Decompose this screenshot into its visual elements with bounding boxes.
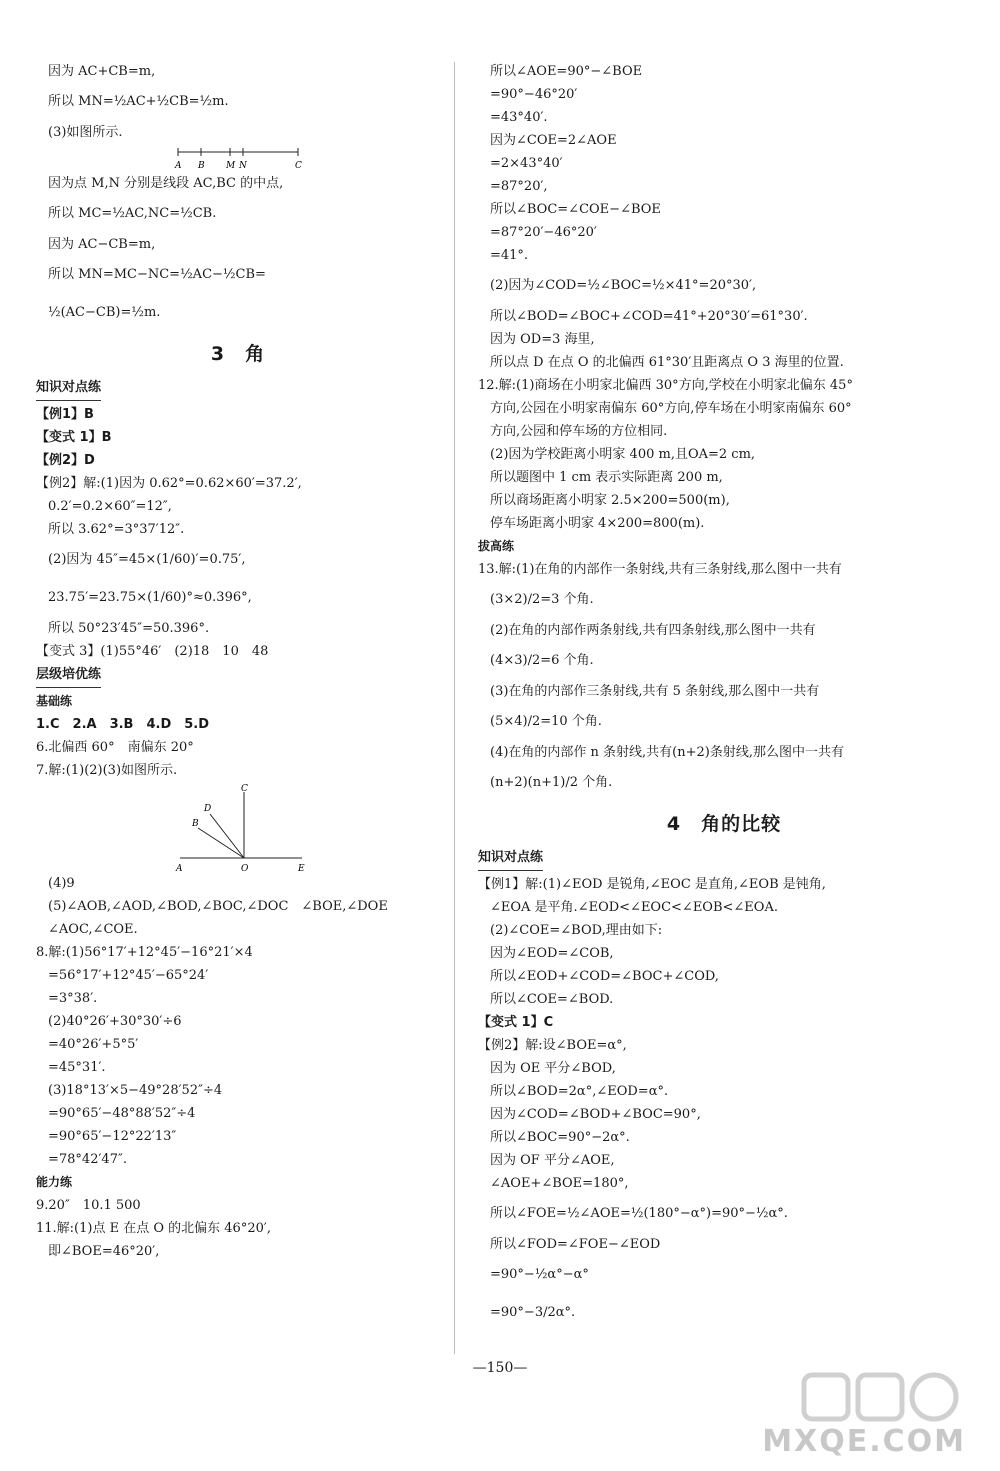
- text-line: ∠AOC,∠COE.: [48, 922, 138, 937]
- text-line: 方向,公园在小明家南偏东 60°方向,停车场在小明家南偏东 60°: [490, 401, 852, 416]
- text-line: (5)∠AOB,∠AOD,∠BOD,∠BOC,∠DOC ∠BOE,∠DOE: [48, 899, 388, 914]
- segment-label: M: [226, 161, 236, 171]
- angle-label: A: [176, 864, 183, 872]
- text-line: 【例2】D: [36, 453, 95, 468]
- text-line: 停车场距离小明家 4×200=800(m).: [490, 516, 705, 531]
- text-line: =90°−46°20′: [490, 87, 578, 102]
- segment-label: N: [239, 161, 247, 171]
- text-line: (3×2)/2=3 个角.: [490, 592, 594, 607]
- angle-label: E: [298, 864, 305, 872]
- text-line: 所以∠FOE=½∠AOE=½(180°−α°)=90°−½α°.: [490, 1206, 788, 1221]
- text-line: (2)在角的内部作两条射线,共有四条射线,那么图中一共有: [490, 623, 816, 638]
- text-line: 8.解:(1)56°17′+12°45′−16°21′×4: [36, 945, 253, 960]
- text-line: =2×43°40′: [490, 156, 563, 171]
- text-line: 因为 OF 平分∠AOE,: [490, 1153, 615, 1168]
- watermark-logo: [762, 1369, 974, 1459]
- text-line: 【例1】B: [36, 407, 94, 422]
- text-line: (n+2)(n+1)/2 个角.: [490, 775, 613, 790]
- text-line: 因为 OE 平分∠BOD,: [490, 1061, 616, 1076]
- text-line: 所以∠BOC=∠COE−∠BOE: [490, 202, 661, 217]
- subsection-heading: 知识对点练: [36, 376, 101, 401]
- text-line: 所以∠BOD=2α°,∠EOD=α°.: [490, 1084, 669, 1099]
- text-line: 因为 OD=3 海里,: [490, 332, 595, 347]
- text-line: (3)如图所示.: [48, 125, 123, 140]
- text-line: (4)在角的内部作 n 条射线,共有(n+2)条射线,那么图中一共有: [490, 745, 844, 760]
- angle-label: O: [241, 864, 249, 872]
- text-line: (5×4)/2=10 个角.: [490, 714, 602, 729]
- text-line: 所以点 D 在点 O 的北偏西 61°30′且距离点 O 3 海里的位置.: [490, 355, 844, 370]
- text-line: 23.75′=23.75×(1/60)°≈0.396°,: [48, 590, 252, 605]
- text-line: =87°20′−46°20′: [490, 225, 597, 240]
- text-line: 11.解:(1)点 E 在点 O 的北偏东 46°20′,: [36, 1221, 271, 1236]
- subsection-label: 能力练: [36, 1175, 73, 1189]
- text-line: (2)因为 45″=45×(1/60)′=0.75′,: [48, 552, 246, 567]
- text-line: 1.C 2.A 3.B 4.D 5.D: [36, 717, 210, 732]
- text-line: =3°38′.: [48, 991, 98, 1006]
- text-line: =56°17′+12°45′−65°24′: [48, 968, 209, 983]
- text-line: 12.解:(1)商场在小明家北偏西 30°方向,学校在小明家北偏东 45°: [478, 378, 853, 393]
- subsection-heading: 知识对点练: [478, 846, 543, 871]
- text-line: (2)因为学校距离小明家 400 m,且OA=2 cm,: [490, 447, 756, 462]
- watermark-icon: [784, 1369, 974, 1429]
- text-line: (2)40°26′+30°30′÷6: [48, 1014, 182, 1029]
- angle-diagram: [36, 782, 336, 872]
- text-line: ½(AC−CB)=½m.: [48, 305, 161, 320]
- watermark-text: MXQE.COM: [762, 1424, 966, 1459]
- text-line: =90°−½α°−α°: [490, 1267, 589, 1282]
- text-line: 所以∠FOD=∠FOE−∠EOD: [490, 1237, 661, 1252]
- text-line: 6.北偏西 60° 南偏东 20°: [36, 740, 194, 755]
- text-line: 【变式 1】C: [478, 1015, 554, 1030]
- section-title-angle-comparison: 4 角的比较: [666, 813, 782, 835]
- segment-label: C: [295, 161, 302, 171]
- text-line: 所以 50°23′45″=50.396°.: [48, 621, 210, 636]
- subsection-heading: 层级培优练: [36, 663, 101, 688]
- section-title-angle: 3 角: [210, 343, 266, 365]
- subsection-label: 拔高练: [478, 539, 515, 553]
- text-line: 所以 3.62°=3°37′12″.: [48, 522, 185, 537]
- text-line: 所以商场距离小明家 2.5×200=500(m),: [490, 493, 730, 508]
- text-line: =45°31′.: [48, 1060, 106, 1075]
- angle-label: B: [192, 819, 199, 829]
- text-line: 因为∠EOD=∠COB,: [490, 946, 614, 961]
- segment-label: A: [175, 161, 182, 171]
- page-number: —150—: [472, 1360, 528, 1376]
- text-line: 【变式 3】(1)55°46′ (2)18 10 48: [36, 644, 269, 659]
- right-column: [478, 60, 970, 1332]
- text-line: =90°65′−12°22′13″: [48, 1129, 177, 1144]
- text-line: 所以∠BOD=∠BOC+∠COD=41°+20°30′=61°30′.: [490, 309, 808, 324]
- text-line: (3)在角的内部作三条射线,共有 5 条射线,那么图中一共有: [490, 684, 820, 699]
- text-line: 所以题图中 1 cm 表示实际距离 200 m,: [490, 470, 723, 485]
- text-line: =43°40′.: [490, 110, 548, 125]
- text-line: 9.20″ 10.1 500: [36, 1198, 141, 1213]
- subsection-label: 基础练: [36, 694, 73, 708]
- text-line: =87°20′,: [490, 179, 548, 194]
- text-line: 【例2】解:设∠BOE=α°,: [478, 1038, 627, 1053]
- text-line: 13.解:(1)在角的内部作一条射线,共有三条射线,那么图中一共有: [478, 562, 842, 577]
- segment-figure: [36, 144, 440, 172]
- text-line: =40°26′+5°5′: [48, 1037, 139, 1052]
- text-line: 0.2′=0.2×60″=12″,: [48, 499, 172, 514]
- text-line: 所以 MN=MC−NC=½AC−½CB=: [48, 267, 266, 282]
- text-line: 所以∠COE=∠BOD.: [490, 992, 614, 1007]
- text-line: =90°65′−48°88′52″÷4: [48, 1106, 196, 1121]
- column-divider: [454, 62, 455, 1354]
- text-line: 所以∠AOE=90°−∠BOE: [490, 64, 643, 79]
- text-line: 因为点 M,N 分别是线段 AC,BC 的中点,: [48, 176, 284, 191]
- text-line: (4×3)/2=6 个角.: [490, 653, 594, 668]
- text-line: (4)9: [48, 876, 75, 891]
- text-line: 7.解:(1)(2)(3)如图所示.: [36, 763, 178, 778]
- left-column: [36, 60, 440, 1263]
- segment-label: B: [198, 161, 205, 171]
- angle-label: D: [204, 804, 212, 814]
- text-line: =41°.: [490, 248, 529, 263]
- text-line: =78°42′47″.: [48, 1152, 127, 1167]
- text-line: 所以∠EOD+∠COD=∠BOC+∠COD,: [490, 969, 719, 984]
- text-line: ∠AOE+∠BOE=180°,: [490, 1176, 629, 1191]
- text-line: 【例1】解:(1)∠EOD 是锐角,∠EOC 是直角,∠EOB 是钝角,: [478, 877, 826, 892]
- text-line: 即∠BOE=46°20′,: [48, 1244, 160, 1259]
- text-line: 所以∠BOC=90°−2α°.: [490, 1130, 630, 1145]
- text-line: 因为 AC−CB=m,: [48, 237, 156, 252]
- text-line: ∠EOA 是平角.∠EOD<∠EOC<∠EOB<∠EOA.: [490, 900, 778, 915]
- text-line: (3)18°13′×5−49°28′52″÷4: [48, 1083, 223, 1098]
- text-line: (2)∠COE=∠BOD,理由如下:: [490, 923, 663, 938]
- text-line: 【变式 1】B: [36, 430, 112, 445]
- text-line: (2)因为∠COD=½∠BOC=½×41°=20°30′,: [490, 278, 757, 293]
- text-line: 因为∠COE=2∠AOE: [490, 133, 617, 148]
- text-line: 方向,公园和停车场的方位相同.: [490, 424, 668, 439]
- text-line: 因为∠COD=∠BOD+∠BOC=90°,: [490, 1107, 701, 1122]
- text-line: 【例2】解:(1)因为 0.62°=0.62×60′=37.2′,: [36, 476, 302, 491]
- text-line: =90°−3/2α°.: [490, 1305, 576, 1320]
- text-line: 所以 MN=½AC+½CB=½m.: [48, 94, 229, 109]
- text-line: 因为 AC+CB=m,: [48, 64, 156, 79]
- angle-label: C: [241, 784, 248, 794]
- text-line: 所以 MC=½AC,NC=½CB.: [48, 206, 217, 221]
- segment-diagram: [36, 144, 336, 172]
- angle-figure: [36, 782, 440, 872]
